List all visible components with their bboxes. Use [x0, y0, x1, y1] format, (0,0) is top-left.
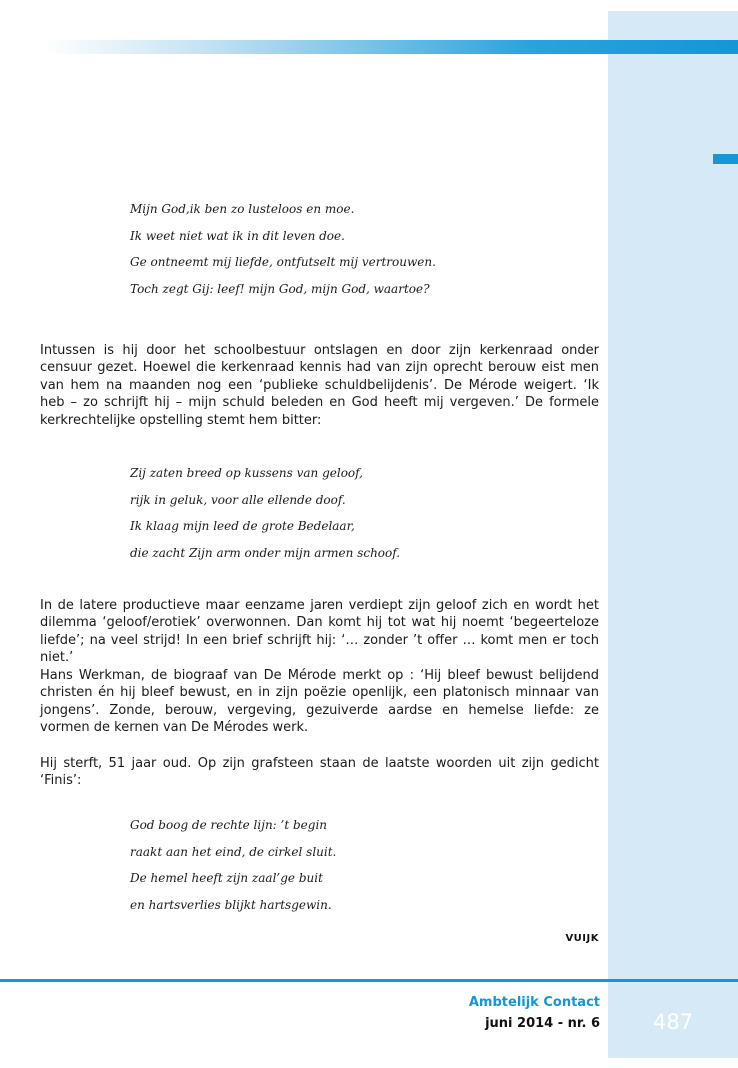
paragraph-2: In de latere productieve maar eenzame jaren verdiept zijn geloof zich en wordt het dilemma ‘geloof/erotiek’ overwonnen. Dan komt hij tot wat hij noemt ‘begeerteloze liefde’; na veel strijd! In een brief schrijft hij: ‘… zonder ’t offer … komt men er toch niet.’ — [40, 598, 599, 666]
issue-info: juni 2014 - nr. 6 — [485, 1016, 600, 1031]
poem-line: die zacht Zijn arm onder mijn armen schoof. — [130, 545, 401, 560]
side-marker — [713, 154, 738, 164]
poem-line: Ik klaag mijn leed de grote Bedelaar, — [130, 519, 355, 533]
poem-line: rijk in geluk, voor alle ellende doof. — [130, 492, 346, 507]
poem-3 — [130, 812, 600, 918]
journal-title: Ambtelijk Contact — [468, 995, 600, 1010]
poem-line: God boog de rechte lijn: ’t begin — [130, 818, 328, 832]
poem-line: Toch zegt Gij: leef! mijn God, mijn God, waartoe? — [130, 281, 430, 296]
paragraph-1: Intussen is hij door het schoolbestuur ontslagen en door zijn kerkenraad onder censuur gezet. Hoewel die kerkenraad kennis had van zijn oprecht berouw eist men van hem na maanden nog een ‘publieke schuldbelijdenis’. De Mérode weigert. ‘Ik heb – zo schrijft hij – mijn schuld beleden en God heeft mij vergeven.’ De formele kerkrechtelijke opstelling stemt hem bitter: — [40, 343, 599, 428]
side-panel — [608, 11, 738, 1058]
poem-line: Zij zaten breed op kussens van geloof, — [130, 466, 363, 480]
paragraph-4: Hij sterft, 51 jaar oud. Op zijn grafsteen staan de laatste woorden uit zijn gedicht ‘Finis’: — [40, 756, 599, 789]
poem-line: Ik weet niet wat ik in dit leven doe. — [130, 228, 345, 243]
poem-line: Mijn God,ik ben zo lusteloos en moe. — [130, 202, 355, 216]
poem-line: raakt aan het eind, de cirkel sluit. — [130, 844, 337, 859]
poem-line: en hartsverlies blijkt hartsgewin. — [130, 897, 332, 912]
poem-line: De hemel heeft zijn zaal’ge buit — [130, 871, 323, 885]
poem-1 — [130, 196, 600, 302]
footer-divider — [0, 979, 738, 982]
author-signature: VUIJK — [565, 933, 599, 944]
poem-line: Ge ontneemt mij liefde, ontfutselt mij vertrouwen. — [130, 255, 436, 269]
header-gradient-bar — [44, 40, 738, 54]
poem-2 — [130, 460, 600, 566]
paragraph-3: Hans Werkman, de biograaf van De Mérode merkt op : ‘Hij bleef bewust belijdend christen én hij bleef bewust, en in zijn poëzie openlijk, een platonisch minnaar van jongens’. Zonde, berouw, vergeving, gezuiverde aardse en hemelse liefde: ze vormen de kernen van De Mérodes werk. — [40, 668, 599, 736]
page-number: 487 — [652, 1010, 694, 1034]
